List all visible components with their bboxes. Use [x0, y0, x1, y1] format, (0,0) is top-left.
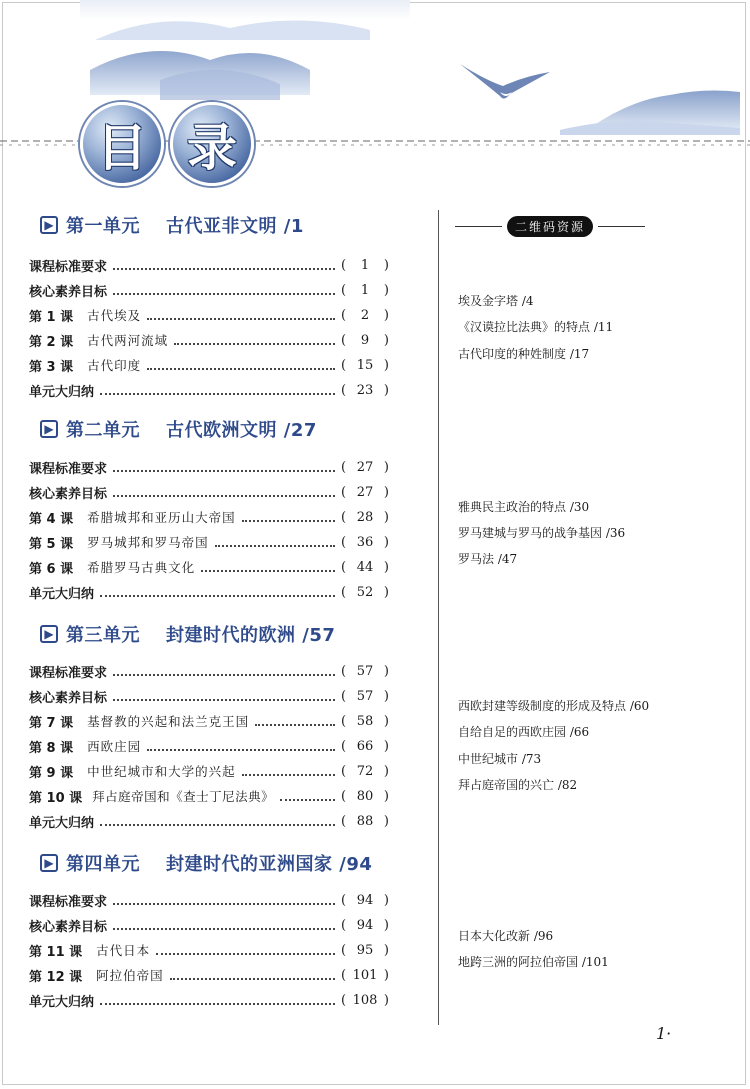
entry-label: 核心素养目标: [29, 284, 108, 300]
toc-row[interactable]: 第 3 课 古代印度 ( 15 ): [29, 357, 389, 375]
lesson-title: 希腊罗马古典文化: [87, 560, 196, 575]
toc-row[interactable]: 课程标准要求 ( 94 ): [29, 892, 389, 910]
entry-label: 课程标准要求: [29, 259, 108, 275]
lesson-title: 基督教的兴起和法兰克王国: [87, 714, 250, 729]
lesson-title: 古代印度: [87, 358, 142, 373]
lesson-number: 第 10 课: [29, 790, 83, 806]
page-ref: 80: [356, 788, 374, 804]
lesson-number: 第 2 课: [29, 334, 74, 350]
unit-name: 第三单元: [66, 625, 140, 646]
qr-resource-link[interactable]: 罗马建城与罗马的战争基因 /36: [458, 526, 626, 540]
lesson-number: 第 8 课: [29, 740, 74, 756]
unit-name: 第二单元: [66, 420, 140, 441]
lesson-number: 第 7 课: [29, 715, 74, 731]
lesson-title: 古代两河流域: [87, 333, 169, 348]
entry-label: 单元大归纳: [29, 815, 95, 831]
page-ref: 27: [356, 459, 374, 475]
lesson-title: 希腊城邦和亚历山大帝国: [87, 510, 236, 525]
lesson-number: 第 4 课: [29, 511, 74, 527]
page-ref: 57: [356, 663, 374, 679]
page-ref: 27: [356, 484, 374, 500]
play-arrow-icon: ▶: [40, 216, 58, 234]
page-title: [80, 102, 254, 186]
lesson-title: 罗马城邦和罗马帝国: [87, 535, 209, 550]
toc-row[interactable]: 第 11 课 古代日本 ( 95 ): [29, 942, 389, 960]
lesson-title: 古代埃及: [87, 308, 142, 323]
qr-resources-label: 二维码资源: [507, 216, 593, 237]
qr-resource-link[interactable]: 埃及金字塔 /4: [458, 294, 534, 308]
unit-title: 封建时代的亚洲国家 /94: [166, 854, 373, 875]
toc-row[interactable]: 第 8 课 西欧庄园 ( 66 ): [29, 738, 389, 756]
toc-row[interactable]: 单元大归纳 ( 23 ): [29, 382, 389, 400]
page-ref: 28: [356, 509, 374, 525]
play-arrow-icon: ▶: [40, 625, 58, 643]
qr-resource-link[interactable]: 古代印度的种姓制度 /17: [458, 347, 590, 361]
unit-1: [40, 211, 430, 239]
page-ref: 9: [360, 332, 370, 348]
toc-row[interactable]: 第 4 课 希腊城邦和亚历山大帝国 ( 28 ): [29, 509, 389, 527]
page-ref: 23: [356, 382, 374, 398]
qr-resources-header: [455, 214, 645, 238]
toc-row[interactable]: 核心素养目标 ( 1 ): [29, 282, 389, 300]
lesson-title: 阿拉伯帝国: [96, 968, 164, 983]
column-divider: [438, 210, 439, 1025]
lesson-number: 第 1 课: [29, 309, 74, 325]
qr-resource-link[interactable]: 西欧封建等级制度的形成及特点 /60: [458, 699, 650, 713]
toc-row[interactable]: 第 12 课 阿拉伯帝国 ( 101 ): [29, 967, 389, 985]
entry-label: 单元大归纳: [29, 994, 95, 1010]
lesson-number: 第 11 课: [29, 944, 83, 960]
toc-row[interactable]: 单元大归纳 ( 52 ): [29, 584, 389, 602]
qr-resource-link[interactable]: 罗马法 /47: [458, 552, 518, 566]
toc-row[interactable]: 第 1 课 古代埃及 ( 2 ): [29, 307, 389, 325]
unit-title: 古代亚非文明 /1: [166, 216, 304, 237]
toc-row[interactable]: 第 9 课 中世纪城市和大学的兴起 ( 72 ): [29, 763, 389, 781]
lesson-number: 第 12 课: [29, 969, 83, 985]
page-ref: 72: [356, 763, 374, 779]
toc-row[interactable]: 核心素养目标 ( 27 ): [29, 484, 389, 502]
page-ref: 2: [360, 307, 370, 323]
entry-label: 核心素养目标: [29, 486, 108, 502]
page-ref: 88: [356, 813, 374, 829]
page-ref: 101: [352, 967, 378, 983]
unit-name: 第一单元: [66, 216, 140, 237]
play-arrow-icon: ▶: [40, 854, 58, 872]
unit-title: 封建时代的欧洲 /57: [166, 625, 336, 646]
lesson-title: 西欧庄园: [87, 739, 142, 754]
lesson-title: 拜占庭帝国和《查士丁尼法典》: [92, 789, 275, 804]
entry-label: 核心素养目标: [29, 919, 108, 935]
page-ref: 94: [356, 917, 374, 933]
entry-label: 课程标准要求: [29, 665, 108, 681]
entry-label: 核心素养目标: [29, 690, 108, 706]
unit-title: 古代欧洲文明 /27: [166, 420, 317, 441]
qr-resource-link[interactable]: 日本大化改新 /96: [458, 929, 554, 943]
page-ref: 57: [356, 688, 374, 704]
entry-label: 课程标准要求: [29, 894, 108, 910]
page-ref: 66: [356, 738, 374, 754]
entry-label: 单元大归纳: [29, 586, 95, 602]
page-ref: 15: [356, 357, 374, 373]
unit-4: [40, 849, 430, 877]
unit-2: [40, 415, 430, 443]
page-number: 1·: [656, 1024, 672, 1043]
lesson-title: 古代日本: [96, 943, 151, 958]
page-ref: 36: [356, 534, 374, 550]
page-ref: 1: [360, 257, 370, 273]
title-char-1: 目: [80, 102, 164, 186]
page-ref: 95: [356, 942, 374, 958]
toc-row[interactable]: 单元大归纳 ( 108 ): [29, 992, 389, 1010]
page-ref: 52: [356, 584, 374, 600]
lesson-title: 中世纪城市和大学的兴起: [87, 764, 236, 779]
toc-row[interactable]: 课程标准要求 ( 57 ): [29, 663, 389, 681]
toc-row[interactable]: 课程标准要求 ( 1 ): [29, 257, 389, 275]
toc-row[interactable]: 单元大归纳 ( 88 ): [29, 813, 389, 831]
toc-row[interactable]: 第 2 课 古代两河流域 ( 9 ): [29, 332, 389, 350]
play-arrow-icon: ▶: [40, 420, 58, 438]
unit-name: 第四单元: [66, 854, 140, 875]
qr-resource-link[interactable]: 雅典民主政治的特点 /30: [458, 500, 590, 514]
qr-resource-link[interactable]: 中世纪城市 /73: [458, 752, 542, 766]
lesson-number: 第 3 课: [29, 359, 74, 375]
toc-row[interactable]: 第 7 课 基督教的兴起和法兰克王国 ( 58 ): [29, 713, 389, 731]
toc-row[interactable]: 核心素养目标 ( 57 ): [29, 688, 389, 706]
lesson-number: 第 6 课: [29, 561, 74, 577]
unit-3: [40, 620, 430, 648]
toc-row[interactable]: 第 5 课 罗马城邦和罗马帝国 ( 36 ): [29, 534, 389, 552]
page-ref: 44: [356, 559, 374, 575]
page-ref: 94: [356, 892, 374, 908]
lesson-number: 第 5 课: [29, 536, 74, 552]
toc-row[interactable]: 第 6 课 希腊罗马古典文化 ( 44 ): [29, 559, 389, 577]
page-ref: 108: [352, 992, 378, 1008]
entry-label: 课程标准要求: [29, 461, 108, 477]
lesson-number: 第 9 课: [29, 765, 74, 781]
page-ref: 1: [360, 282, 370, 298]
qr-resource-link[interactable]: 自给自足的西欧庄园 /66: [458, 725, 590, 739]
qr-resource-link[interactable]: 拜占庭帝国的兴亡 /82: [458, 778, 578, 792]
qr-resource-link[interactable]: 《汉谟拉比法典》的特点 /11: [458, 320, 614, 334]
toc-row[interactable]: 课程标准要求 ( 27 ): [29, 459, 389, 477]
toc-row[interactable]: 核心素养目标 ( 94 ): [29, 917, 389, 935]
qr-resource-link[interactable]: 地跨三洲的阿拉伯帝国 /101: [458, 955, 609, 969]
title-char-2: 录: [170, 102, 254, 186]
entry-label: 单元大归纳: [29, 384, 95, 400]
toc-row[interactable]: 第 10 课 拜占庭帝国和《查士丁尼法典》 ( 80 ): [29, 788, 389, 806]
page-ref: 58: [356, 713, 374, 729]
